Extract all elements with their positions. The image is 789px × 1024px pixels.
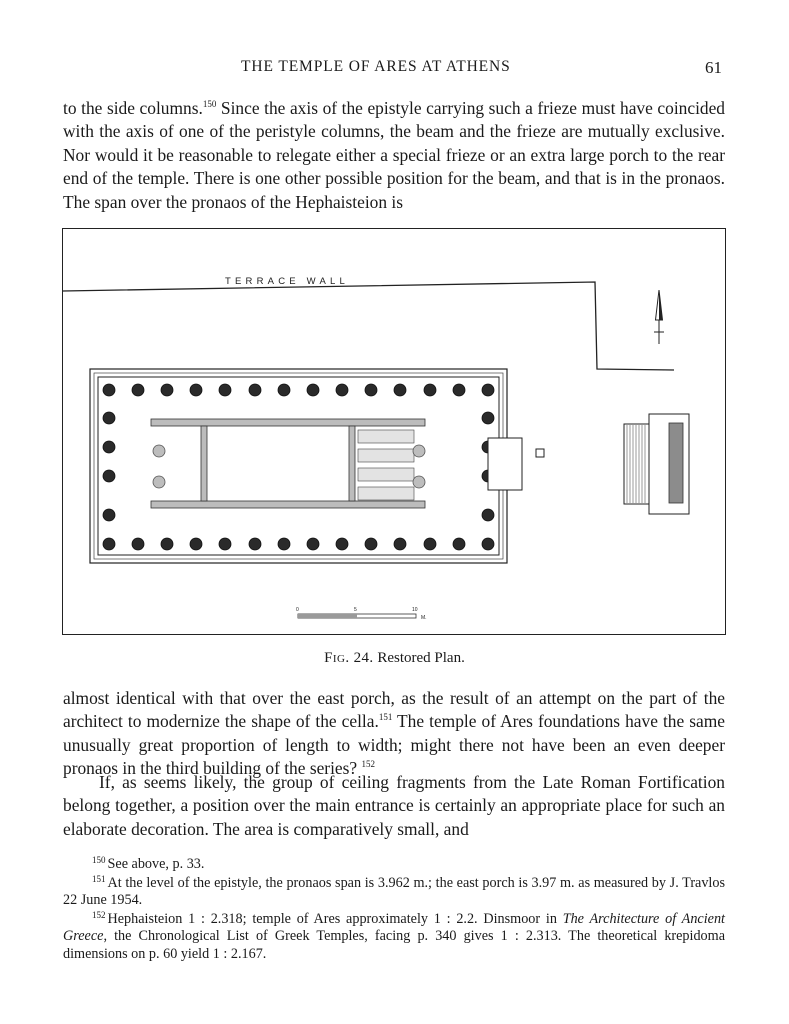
column: [365, 538, 377, 550]
column: [278, 384, 290, 396]
column: [394, 538, 406, 550]
para1-text-a: to the side columns.: [63, 98, 203, 118]
column: [219, 384, 231, 396]
body-paragraph-3: If, as seems likely, the group of ceiling fragments from the Late Roman Fortification belong together, a position over the main entrance is certainly an appropriate place for such an elaborate decoration. The area is comparatively small, and: [63, 772, 725, 839]
altar: [624, 414, 689, 514]
footnote-152: [63, 911, 725, 964]
column: [394, 384, 406, 396]
east-ramp: [488, 438, 522, 490]
porch-column: [413, 476, 425, 488]
scale-label-5: 5: [354, 607, 357, 613]
footnote-number: 152: [92, 909, 106, 920]
figure-number: Fig. 24.: [324, 650, 374, 666]
book-title: The Architecture of Ancient Greece: [63, 910, 725, 945]
terrace-wall-label: TERRACE WALL: [225, 276, 349, 287]
column: [307, 538, 319, 550]
footnote-number: 150: [92, 855, 106, 865]
base-block: [536, 449, 544, 457]
body-paragraph-1: [63, 97, 725, 214]
body-paragraph-2: [63, 687, 725, 781]
column: [103, 470, 115, 482]
column: [482, 384, 494, 396]
footnote-text-a: Hephaisteion 1 : 2.318; temple of Ares approximately 1 : 2.2. Dinsmoor in: [107, 910, 563, 927]
footnote-ref-150[interactable]: 150: [202, 99, 217, 109]
running-head-title: THE TEMPLE OF ARES AT ATHENS: [241, 58, 511, 75]
column: [132, 384, 144, 396]
column: [190, 538, 202, 550]
column: [103, 509, 115, 521]
column: [482, 412, 494, 424]
column: [219, 538, 231, 550]
footnote-text: See above, p. 33.: [107, 856, 205, 872]
column: [307, 384, 319, 396]
column: [482, 509, 494, 521]
column: [453, 538, 465, 550]
column: [190, 384, 202, 396]
figure-caption: [0, 650, 789, 667]
column: [424, 384, 436, 396]
footnotes: [63, 856, 725, 965]
scale-label-10: 10: [412, 607, 418, 613]
footnote-150: [63, 856, 725, 874]
porch-column: [153, 445, 165, 457]
scale-label-0: 0: [296, 607, 299, 613]
porch-column: [153, 476, 165, 488]
footnote-text-b: , the Chronological List of Greek Temples, facing p. 340 gives 1 : 2.313. The theoretical krepidoma dimensions on p. 60 yield 1 : 2.167.: [63, 928, 725, 962]
column: [365, 384, 377, 396]
figure-caption-text: Restored Plan.: [373, 650, 465, 666]
column: [453, 384, 465, 396]
para2-text-a: almost identical with that over the east porch, as the result of an attempt on the part of the architect to modernize the shape of the cella.: [63, 688, 725, 732]
column: [249, 384, 261, 396]
column: [249, 538, 261, 550]
column: [103, 384, 115, 396]
footnote-ref-152[interactable]: 152: [361, 759, 375, 770]
column: [103, 441, 115, 453]
scale-unit: M.: [421, 615, 427, 621]
para2-text-b: The temple of Ares foundations have the same unusually great proportion of length to width; might there not have been an even deeper pronaos in the third building of the series?: [63, 711, 725, 779]
column: [278, 538, 290, 550]
running-head: [0, 58, 789, 80]
column: [424, 538, 436, 550]
column: [336, 384, 348, 396]
figure-restored-plan: [62, 228, 726, 635]
column: [103, 538, 115, 550]
plan-drawing: [62, 228, 726, 635]
column: [336, 538, 348, 550]
footnote-text: At the level of the epistyle, the pronaos span is 3.962 m.; the east porch is 3.97 m. as measured by J. Travlos 22 June 1954.: [63, 874, 725, 909]
footnote-151: [63, 875, 725, 910]
footnote-ref-151[interactable]: 151: [378, 712, 393, 723]
para1-text-b: Since the axis of the epistyle carrying such a frieze must have coincided with the axis of one of the peristyle columns, the beam and the frieze are mutually exclusive. Nor would it be reasonable to relegate either a special frieze or an extra large porch to the rear end of the temple. There is one other possible position for the beam, and that is in the pronaos. The span over the pronaos of the Hephaisteion is: [63, 98, 726, 212]
column: [161, 384, 173, 396]
column: [161, 538, 173, 550]
column: [482, 538, 494, 550]
column: [132, 538, 144, 550]
footnote-number: 151: [92, 873, 106, 884]
column: [103, 412, 115, 424]
page-number: 61: [705, 58, 722, 77]
porch-column: [413, 445, 425, 457]
